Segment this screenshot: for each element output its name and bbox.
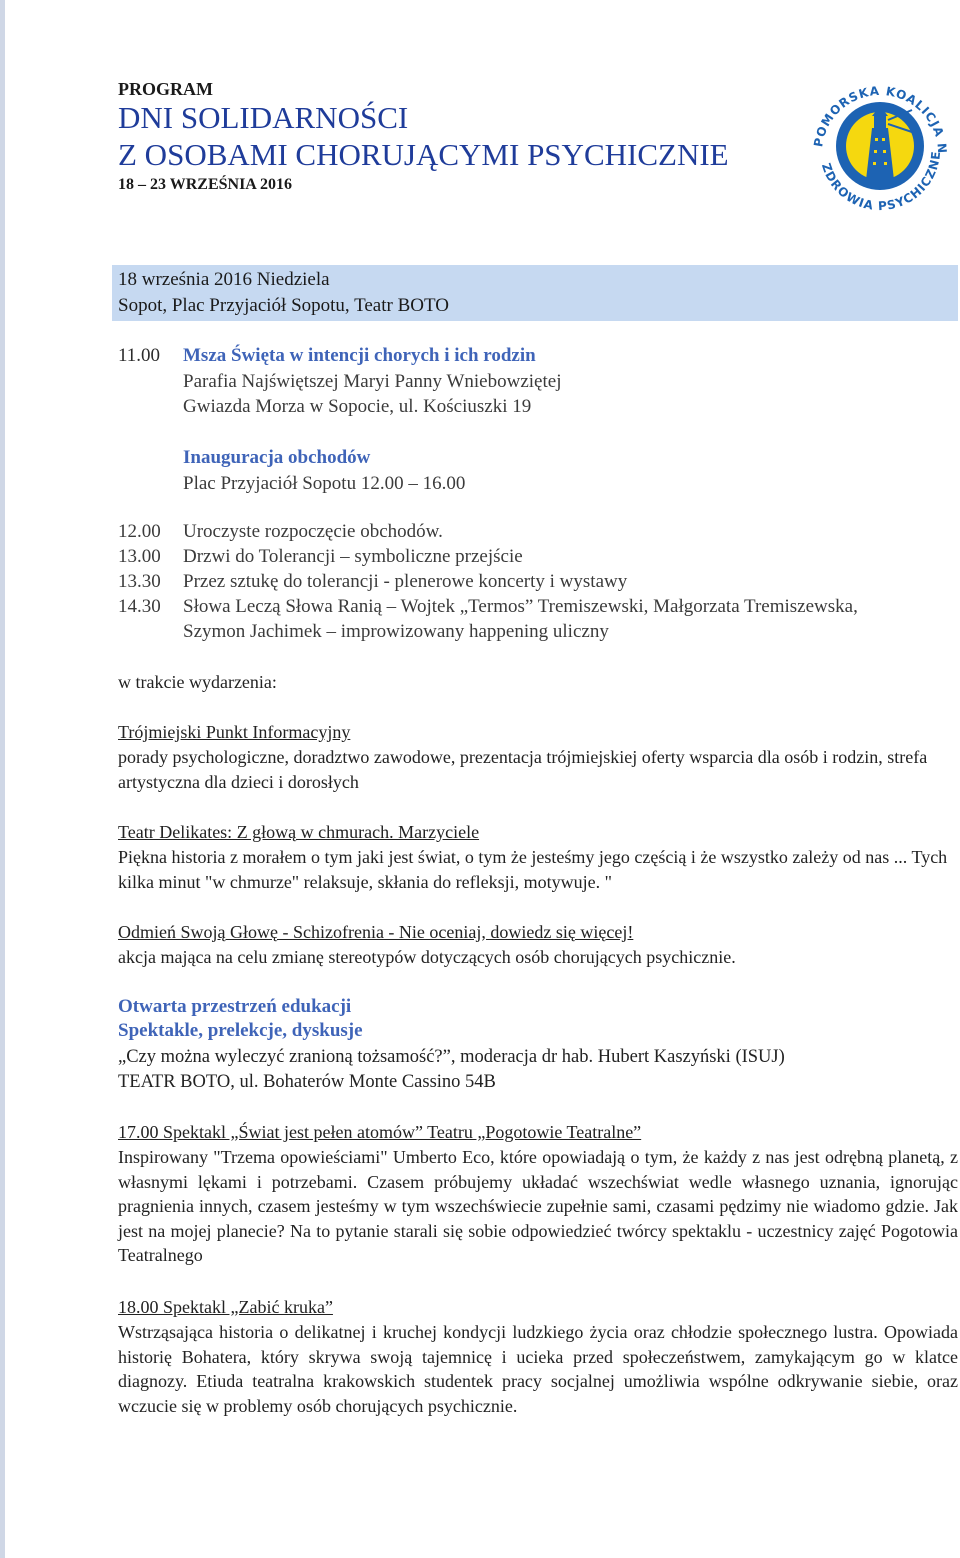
venue-address: TEATR BOTO, ul. Bohaterów Monte Cassino 54B — [118, 1072, 496, 1092]
schedule-item: Słowa Leczą Słowa Ranią – Wojtek „Termos” Tremiszewski, Małgorzata Tremiszewska, — [183, 596, 858, 617]
logo-text-top: POMORSKA KOALICJA N — [811, 83, 950, 155]
day-location: Sopot, Plac Przyjaciół Sopotu, Teatr BOTO — [118, 295, 449, 316]
schedule-item: Przez sztukę do tolerancji - plenerowe koncerty i wystawy — [183, 571, 628, 592]
education-subtitle: Spektakle, prelekcje, dyskusje — [118, 1020, 363, 1041]
theatre-title: Teatr Delikates: Z głową w chmurach. Marzyciele — [118, 822, 480, 842]
lighthouse-logo-icon — [800, 58, 955, 218]
mass-time: 11.00 — [118, 345, 161, 366]
program-label: PROGRAM — [118, 79, 213, 99]
mass-place-line2: Gwiazda Morza w Sopocie, ul. Kościuszki 19 — [183, 396, 532, 417]
schedule-item: Drzwi do Tolerancji – symboliczne przejście — [183, 546, 523, 567]
event-dates: 18 – 23 WRZEŚNIA 2016 — [118, 176, 292, 193]
schedule-item: Uroczyste rozpoczęcie obchodów. — [183, 521, 443, 542]
play1-text: Inspirowany "Trzema opowieściami" Umberto Eco, które opowiadają o tym, że każdy z nas jest odrębną planetą, z własnymi lękami i potrzebami. Czasem próbujemy układać wszechświat wedle własnego uznania, ignorując pragnienia innych, czasem jesteśmy w tym wszechświecie zupełnie sami, czasami pędzimy nie wiadomo gdzie. Jak jest na mojej planecie? Na to pytanie starali się sobie odpowiedzieć twórcy spektaklu - uczestnicy zajęć Pogotowia Teatralnego — [118, 1147, 958, 1265]
during-label: w trakcie wydarzenia: — [118, 672, 277, 692]
info-point-title: Trójmiejski Punkt Informacyjny — [118, 722, 351, 742]
inauguration-title: Inauguracja obchodów — [183, 447, 371, 468]
inauguration-place: Plac Przyjaciół Sopotu 12.00 – 16.00 — [183, 473, 466, 494]
schedule-time: 12.00 — [118, 521, 161, 542]
campaign-title: Odmień Swoją Głowę - Schizofrenia - Nie oceniaj, dowiedz się więcej! — [118, 922, 634, 942]
schedule-time: 14.30 — [118, 596, 161, 617]
play1-title: 17.00 Spektakl „Świat jest pełen atomów” Teatru „Pogotowie Teatralne” — [118, 1122, 642, 1142]
coalition-logo — [800, 58, 955, 218]
logo-text-bottom: ZDROWIA PSYCHICZNE — [818, 149, 944, 214]
discussion-line: „Czy można wyleczyć zranioną tożsamość?”, moderacja dr hab. Hubert Kaszyński (ISUJ) — [118, 1047, 785, 1067]
schedule-item-continued: Szymon Jachimek – improwizowany happening uliczny — [183, 621, 609, 642]
mass-title: Msza Święta w intencji chorych i ich rodzin — [183, 345, 536, 366]
schedule-time: 13.30 — [118, 571, 161, 592]
education-title: Otwarta przestrzeń edukacji — [118, 996, 352, 1017]
play2-title: 18.00 Spektakl „Zabić kruka” — [118, 1297, 333, 1317]
event-title-line2: Z OSOBAMI CHORUJĄCYMI PSYCHICZNIE — [118, 137, 729, 172]
play2-text: Wstrząsająca historia o delikatnej i kruchej kondycji ludzkiego życia oraz chłodzie społecznego lustra. Opowiada historię Bohatera, który skrywa swoją tajemnicę i ucieka przed społeczeństwem, zamykającym go w klatce diagnozy. Etiuda teatralna krakowskich studentek pracy socjalnej umożliwia wspólne odkrywanie siebie, oraz wczucie się w problemy osób chorujących psychicznie. — [118, 1322, 958, 1416]
page-edge-rule — [0, 0, 5, 1558]
info-point-text: porady psychologiczne, doradztwo zawodowe, prezentacja trójmiejskiej oferty wsparcia dla osób i rodzin, strefa artystyczna dla dzieci i dorosłych — [118, 747, 928, 792]
theatre-text: Piękna historia z morałem o tym jaki jest świat, o tym że jesteśmy jego częścią i że wszystko zależy od nas ... Tych kilka minut "w chmurze" relaksuje, skłania do refleksji, motywuje. " — [118, 847, 948, 892]
schedule-time: 13.00 — [118, 546, 161, 567]
campaign-text: akcja mająca na celu zmianę stereotypów dotyczących osób chorujących psychicznie. — [118, 947, 736, 967]
mass-place-line1: Parafia Najświętszej Maryi Panny Wniebowziętej — [183, 371, 562, 392]
day-date: 18 września 2016 Niedziela — [118, 269, 330, 290]
event-title-line1: DNI SOLIDARNOŚCI — [118, 100, 409, 135]
